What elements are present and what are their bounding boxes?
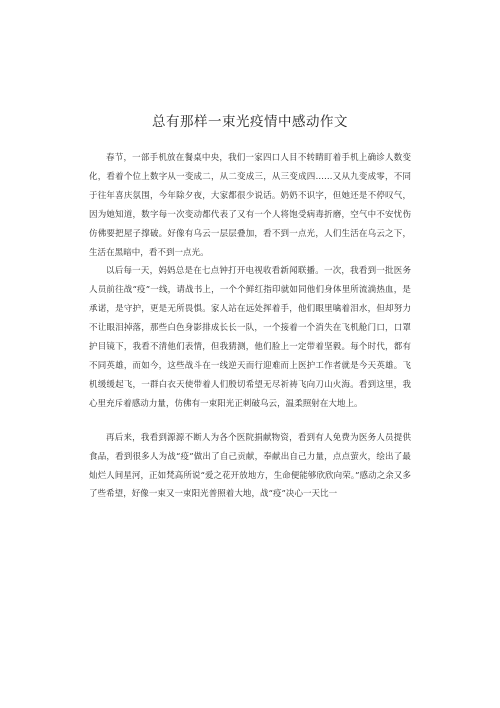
document-body — [89, 149, 411, 504]
document-title: 总有那样一束光疫情中感动作文 — [152, 114, 348, 130]
paragraph: 再后来，我看到源源不断人为各个医院捐献物资，看到有人免费为医务人员提供食品，看到很多人为战“疫”做出了自己贡献，奉献出自己力量，点点萤火，绘出了最灿烂人间星河，正如梵高所说“爱之花开放地方，生命便能够欣欣向荣。”感动之余又多了些希望，好像一束又一束阳光普照着大地，战“疫”决心一天比一 — [89, 432, 411, 500]
paragraph: 春节，一部手机放在餐桌中央，我们一家四口人目不转睛盯着手机上确诊人数变化，看着个位上数字从一变成二，从二变成三，从三变成四……又从九变成零，不同于往年喜庆氛围，今年除夕夜，大家都很少说话。奶奶不识字，但她还是不停叹气，因为她知道，数字每一次变动都代表了又有一个人将饱受病毒折磨，空气中不安忧伤仿佛要把屋子撑破。好像有乌云一层层叠加，看不到一点光，人们生活在乌云之下，生活在黑暗中，看不到一点光。 — [89, 153, 411, 258]
paragraph: 以后每一天，妈妈总是在七点钟打开电视收看新闻联播。一次，我看到一批医务人员前往战“疫”一线，请战书上，一个个鲜红指印就如同他们身体里所流淌热血，是承诺，是守护，更是无所畏惧。家人站在远处挥着手，他们眼里噙着泪水，但却努力不让眼泪掉落，那些白色身影排成长长一队，一个接着一个消失在飞机舱门口，口罩护目镜下，我看不清他们表情，但我猜测，他们脸上一定带着坚毅。每个时代，都有不同英雄，而如今，这些战斗在一线逆天而行迎难而上医护工作者就是今天英雄。飞机缓缓起飞，一群白衣天使带着人们殷切希望无尽祈祷飞向刀山火海。看到这里，我心里充斥着感动力量，仿佛有一束阳光正刺破乌云，温柔照射在大地上。 — [89, 266, 411, 409]
